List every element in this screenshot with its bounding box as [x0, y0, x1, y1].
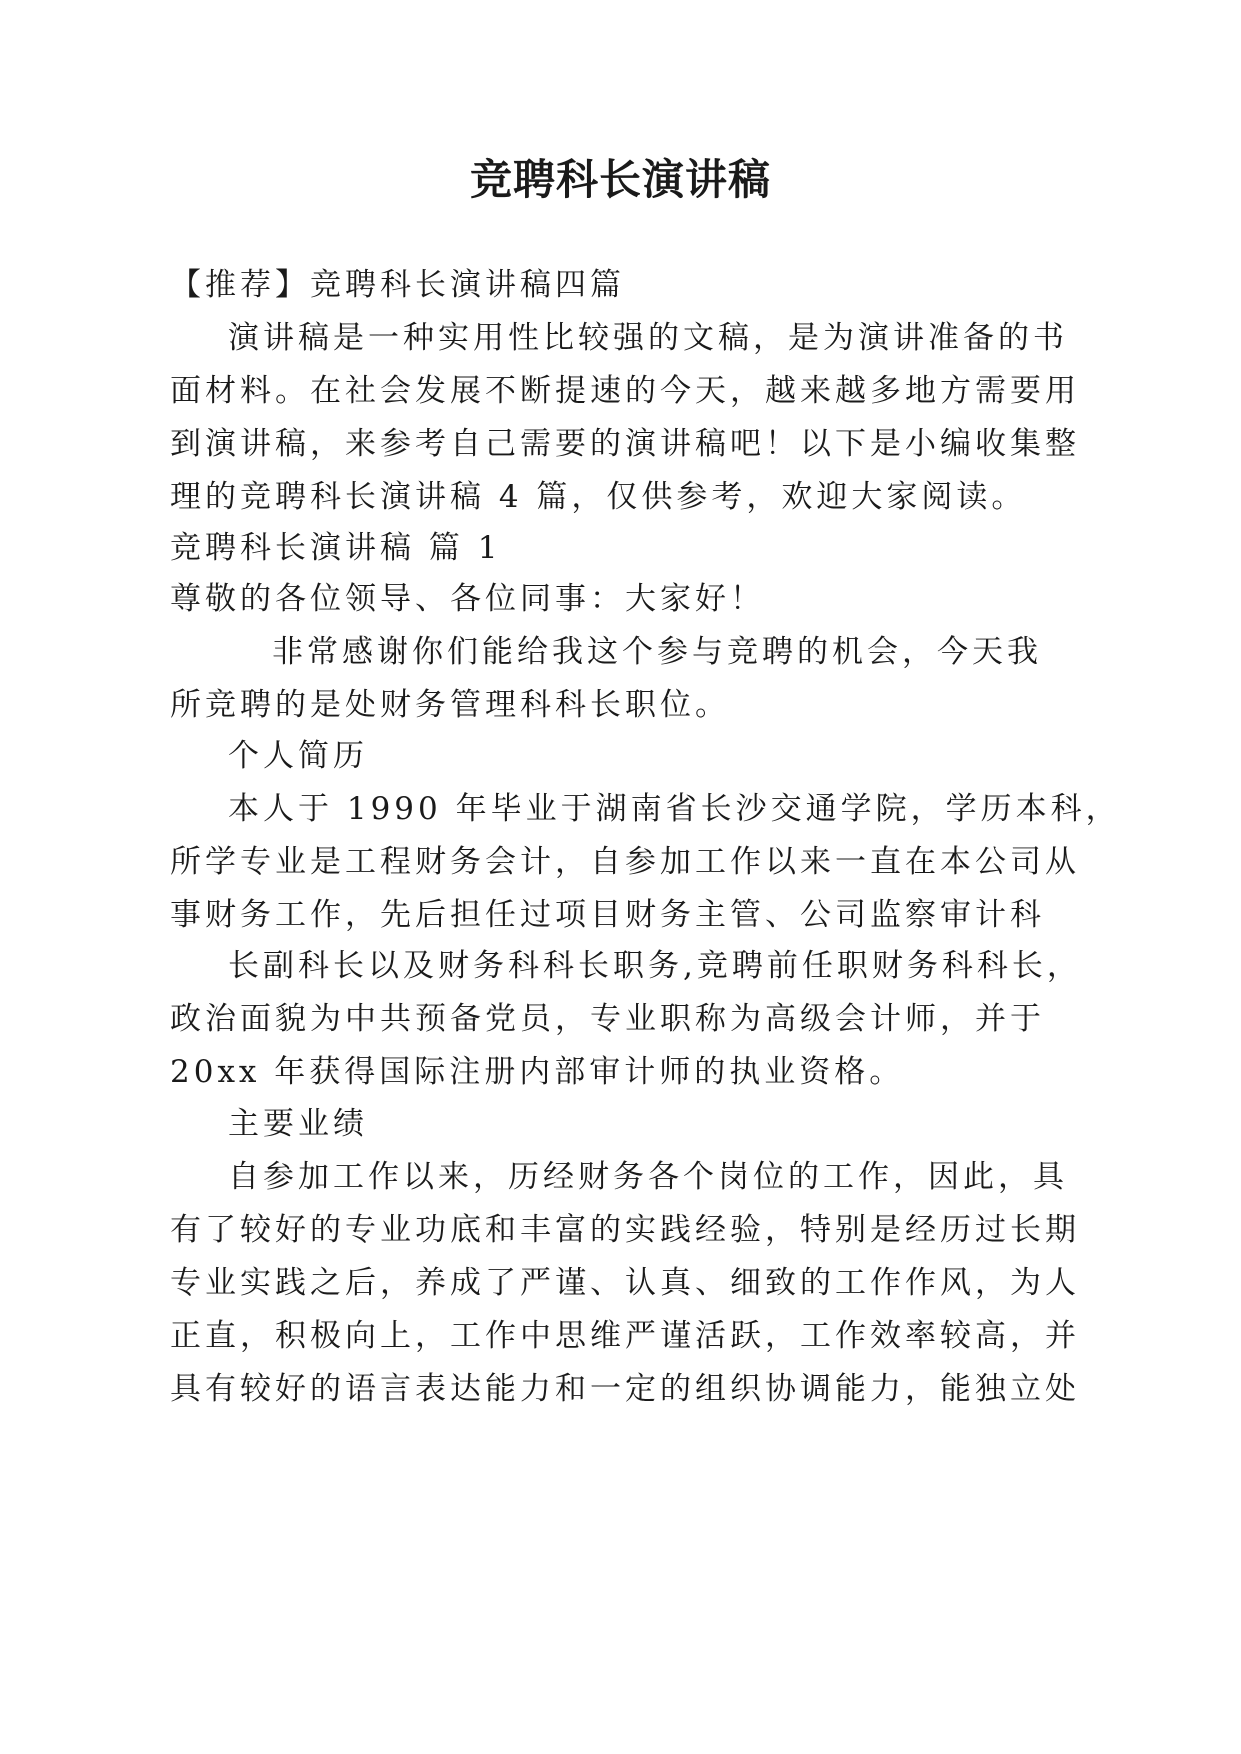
heading-achievements: 主要业绩	[228, 1106, 368, 1142]
body-line-7: 政治面貌为中共预备党员，专业职称为高级会计师，并于	[170, 1001, 1045, 1037]
subtitle-line: 【推荐】竞聘科长演讲稿四篇	[170, 267, 625, 303]
body-line-11: 专业实践之后，养成了严谨、认真、细致的工作作风，为人	[170, 1265, 1080, 1301]
body-line-5: 事财务工作，先后担任过项目财务主管、公司监察审计科	[170, 897, 1045, 933]
body-line-8: 20xx 年获得国际注册内部审计师的执业资格。	[170, 1054, 905, 1090]
section-heading-1: 竞聘科长演讲稿 篇 1	[170, 530, 502, 566]
body-line-10: 有了较好的专业功底和丰富的实践经验，特别是经历过长期	[170, 1212, 1080, 1248]
body-line-2: 所竞聘的是处财务管理科科长职位。	[170, 687, 730, 723]
body-line-3: 本人于 1990 年毕业于湖南省长沙交通学院，学历本科，	[228, 791, 1121, 827]
body-line-1: 非常感谢你们能给我这个参与竞聘的机会，今天我	[272, 634, 1042, 670]
intro-line-3: 到演讲稿，来参考自己需要的演讲稿吧！以下是小编收集整	[170, 426, 1080, 462]
body-line-9: 自参加工作以来，历经财务各个岗位的工作，因此，具	[228, 1159, 1068, 1195]
body-line-6: 长副科长以及财务科科长职务,竞聘前任职财务科科长，	[228, 948, 1082, 984]
intro-line-4: 理的竞聘科长演讲稿 4 篇，仅供参考，欢迎大家阅读。	[170, 479, 1027, 515]
body-line-13: 具有较好的语言表达能力和一定的组织协调能力，能独立处	[170, 1371, 1080, 1407]
greeting-line: 尊敬的各位领导、各位同事：大家好！	[170, 581, 765, 617]
intro-line-2: 面材料。在社会发展不断提速的今天，越来越多地方需要用	[170, 373, 1080, 409]
body-line-4: 所学专业是工程财务会计，自参加工作以来一直在本公司从	[170, 844, 1080, 880]
heading-resume: 个人简历	[228, 738, 368, 774]
intro-line-1: 演讲稿是一种实用性比较强的文稿，是为演讲准备的书	[228, 320, 1068, 356]
document-title: 竞聘科长演讲稿	[469, 155, 771, 204]
body-line-12: 正直，积极向上，工作中思维严谨活跃，工作效率较高，并	[170, 1318, 1080, 1354]
